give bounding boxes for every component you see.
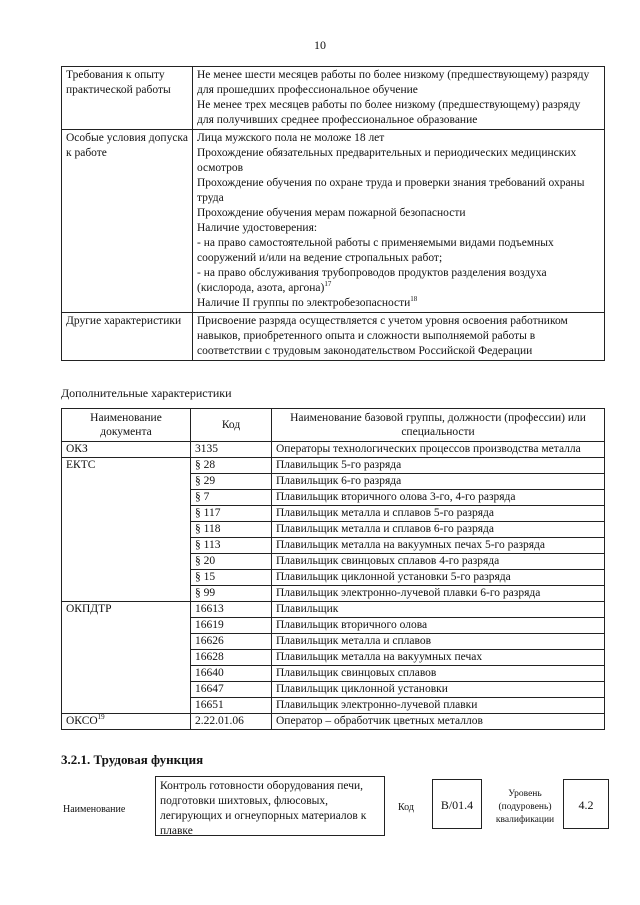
code-cell: 16619 [191, 618, 272, 634]
content-line [197, 296, 600, 311]
header-name: Наименование базовой группы, должности (профессии) или специальности [272, 409, 605, 442]
code-cell: 3135 [191, 442, 272, 458]
function-code-label: Код [398, 802, 414, 813]
occupation-cell: Оператор – обработчик цветных металлов [272, 714, 605, 730]
occupation-cell: Плавильщик циклонной установки 5-го разряда [272, 570, 605, 586]
document-cell [62, 458, 191, 474]
section-heading: 3.2.1. Трудовая функция [61, 752, 204, 767]
page-number: 10 [314, 38, 326, 52]
occupation-cell: Плавильщик металла и сплавов 6-го разряда [272, 522, 605, 538]
footnote-marker: 18 [410, 295, 418, 304]
code-cell: 16613 [191, 602, 272, 618]
document-cell [62, 602, 191, 618]
code-cell: 16628 [191, 650, 272, 666]
header-document: Наименование документа [62, 409, 191, 442]
content-line: - на право самостоятельной работы с применяемыми видами подъемных сооружений и/или на ведение стропальных работ; [197, 237, 554, 264]
content-line: Не менее трех месяцев работы по более низкому (предшествующему) разряду для получивших среднее профессиональное образование [197, 99, 581, 126]
occupation-cell: Плавильщик металла на вакуумных печах [272, 650, 605, 666]
table-row [62, 698, 605, 714]
code-cell: 16640 [191, 666, 272, 682]
table-row [62, 67, 605, 130]
content-line: Присвоение разряда осуществляется с учетом уровня освоения работником навыков, приобретенного опыта и сложности выполняемой работы в соответствии с трудовым законодательством Российской Федерации [197, 315, 568, 357]
document-cell [62, 714, 191, 730]
occupation-cell: Плавильщик 5-го разряда [272, 458, 605, 474]
table-row [62, 506, 605, 522]
table-row [62, 714, 605, 730]
document-cell [62, 698, 191, 714]
occupation-cell: Плавильщик металла на вакуумных печах 5-го разряда [272, 538, 605, 554]
document-cell [62, 506, 191, 522]
qualification-level-label: Уровень (подуровень) квалификации [495, 789, 555, 825]
occupation-cell: Плавильщик металла и сплавов [272, 634, 605, 650]
document-name: ОКСО [66, 715, 98, 727]
document-cell [62, 442, 191, 458]
code-cell: § 99 [191, 586, 272, 602]
document-name: ОКПДТР [66, 603, 112, 615]
function-code-box: B/01.4 [432, 779, 482, 829]
content-text: Наличие II группы по электробезопасности [197, 297, 411, 309]
table-row [62, 554, 605, 570]
document-cell [62, 618, 191, 634]
row-label: Особые условия допуска к работе [62, 130, 193, 313]
code-cell: 2.22.01.06 [191, 714, 272, 730]
footnote-marker: 19 [97, 713, 105, 722]
occupation-cell: Плавильщик электронно-лучевой плавки [272, 698, 605, 714]
document-cell [62, 570, 191, 586]
table-row [62, 634, 605, 650]
function-name-box: Контроль готовности оборудования печи, подготовки шихтовых, флюсовых, легирующих и огнеупорных материалов к плавке [155, 776, 385, 836]
code-cell: § 15 [191, 570, 272, 586]
code-cell: 16651 [191, 698, 272, 714]
content-line [197, 266, 600, 296]
table-row [62, 538, 605, 554]
occupation-cell: Плавильщик циклонной установки [272, 682, 605, 698]
additional-table-body [62, 442, 605, 730]
content-line: Прохождение обучения мерам пожарной безопасности [197, 207, 466, 219]
occupation-cell: Плавильщик свинцовых сплавов 4-го разряда [272, 554, 605, 570]
row-content [193, 67, 605, 130]
row-content [193, 313, 605, 361]
occupation-cell: Операторы технологических процессов производства металла [272, 442, 605, 458]
row-content [193, 130, 605, 313]
document-cell [62, 538, 191, 554]
code-cell: § 29 [191, 474, 272, 490]
document-cell [62, 522, 191, 538]
document-name: ЕКТС [66, 459, 96, 471]
row-label: Другие характеристики [62, 313, 193, 361]
footnote-marker: 17 [324, 280, 332, 289]
code-cell: § 117 [191, 506, 272, 522]
code-cell: § 113 [191, 538, 272, 554]
table-row [62, 666, 605, 682]
occupation-cell: Плавильщик свинцовых сплавов [272, 666, 605, 682]
table-row [62, 442, 605, 458]
header-row [62, 409, 605, 442]
occupation-cell: Плавильщик электронно-лучевой плавки 6-го разряда [272, 586, 605, 602]
content-text: - на право обслуживания трубопроводов продуктов разделения воздуха (кислорода, азота, аргона) [197, 267, 547, 294]
document-cell [62, 554, 191, 570]
table-row [62, 490, 605, 506]
header-code: Код [191, 409, 272, 442]
document-cell [62, 650, 191, 666]
code-cell: § 20 [191, 554, 272, 570]
document-cell [62, 682, 191, 698]
content-line: Наличие удостоверения: [197, 222, 318, 234]
code-cell: § 28 [191, 458, 272, 474]
occupation-cell: Плавильщик 6-го разряда [272, 474, 605, 490]
table-row [62, 682, 605, 698]
occupation-cell: Плавильщик вторичного олова 3-го, 4-го разряда [272, 490, 605, 506]
table-row [62, 474, 605, 490]
qualification-level-box: 4.2 [563, 779, 609, 829]
document-cell [62, 586, 191, 602]
table-row [62, 130, 605, 313]
document-cell [62, 490, 191, 506]
row-label: Требования к опыту практической работы [62, 67, 193, 130]
table-row [62, 618, 605, 634]
table-row [62, 602, 605, 618]
content-line: Прохождение обязательных предварительных и периодических медицинских осмотров [197, 147, 577, 174]
additional-title: Дополнительные характеристики [61, 386, 232, 400]
code-cell: § 118 [191, 522, 272, 538]
code-cell: § 7 [191, 490, 272, 506]
table-row [62, 458, 605, 474]
additional-table [61, 408, 605, 730]
occupation-cell: Плавильщик вторичного олова [272, 618, 605, 634]
table-row [62, 313, 605, 361]
content-line: Прохождение обучения по охране труда и проверки знания требований охраны труда [197, 177, 585, 204]
code-cell: 16626 [191, 634, 272, 650]
occupation-cell: Плавильщик [272, 602, 605, 618]
code-cell: 16647 [191, 682, 272, 698]
document-name: ОКЗ [66, 443, 88, 455]
table-row [62, 570, 605, 586]
function-name-label: Наименование [63, 804, 126, 815]
document-cell [62, 474, 191, 490]
document-cell [62, 666, 191, 682]
content-line: Лица мужского пола не моложе 18 лет [197, 132, 385, 144]
requirements-table [61, 66, 605, 361]
content-line: Не менее шести месяцев работы по более низкому (предшествующему) разряду для прошедших профессиональное обучение [197, 69, 590, 96]
table-row [62, 586, 605, 602]
document-cell [62, 634, 191, 650]
occupation-cell: Плавильщик металла и сплавов 5-го разряда [272, 506, 605, 522]
table-row [62, 650, 605, 666]
table-row [62, 522, 605, 538]
